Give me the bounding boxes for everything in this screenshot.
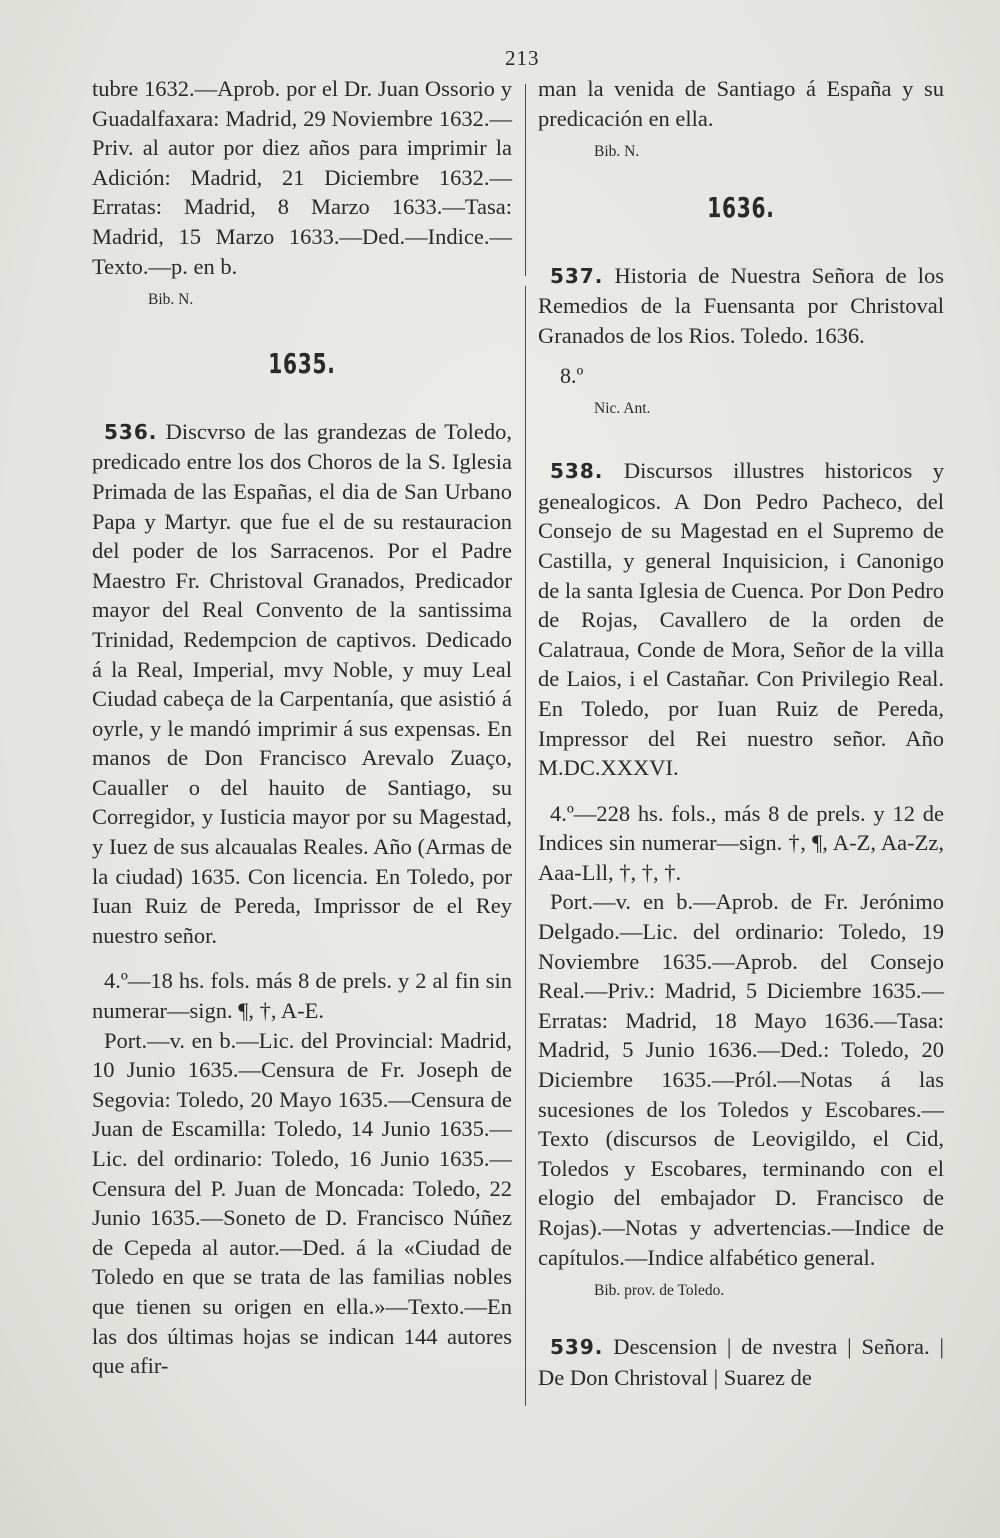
column-divider-main: [525, 286, 526, 1406]
entry-536: [92, 417, 512, 951]
library-reference: Bib. N.: [594, 143, 640, 161]
year-heading-1635: 1635.: [268, 347, 336, 381]
library-reference: Bib. N.: [148, 291, 194, 309]
entry-538-description: Port.—v. en b.—Aprob. de Fr. Jerónimo Delgado.—Lic. del ordinario: Toledo, 19 Noviembre 1635.—Aprob. del Consejo Real.—Priv.: Madrid, 5 Diciembre 1635.—Erratas: Madrid, 18 Mayo 1636.—Tasa: Madrid, 5 Junio 1636.—Ded.: Toledo, 20 Diciembre 1635.—Pról.—Notas á las sucesiones de los Toledos y Escobares.—Texto (discursos de Leovigildo, el Cid, Toledos y Escobares, terminando con el elogio del embajador D. Francisco de Rojas).—Notas y advertencias.—Indice de capítulos.—Indice alfabético general.: [538, 889, 944, 1270]
entry-538-collation: 4.º—228 hs. fols., más 8 de prels. y 12 de Indices sin numerar—sign. †, ¶, A-Z, Aa-Zz, Aaa-Lll, †, †, †.: [538, 800, 944, 885]
entry-539: [538, 1332, 944, 1392]
entry-number: 536.: [104, 419, 158, 444]
entry-number: 538.: [550, 459, 604, 484]
entry-title: Discvrso de las grandezas de Toledo, predicado entre los dos Choros de la S. Iglesia Primada de las Españas, el dia de San Urbano Papa y Martyr. que fue el de su restauracion del poder de los Sarracenos. Por el Padre Maestro Fr. Christoval Granados, Predicador mayor del Real Convento de la santissima Trinidad, Redempcion de captivos. Dedicado á la Real, Imperial, mvy Noble, y muy Leal Ciudad cabeça de la Carpentanía, que asistió á oyrle, y le mandó imprimir á sus expensas. En manos de Don Francisco Arevalo Zuaço, Caualler o del hauito de Santiago, su Corregidor, y Iusticia mayor por su Magestad, y Iuez de sus alcaualas Reales. Año (Armas de la ciudad) 1635. Con licencia. En Toledo, por Iuan Ruiz de Pereda, Imprissor de el Rey nuestro señor.: [92, 418, 512, 948]
entry-title: Descension | de nvestra | Señora. | De Don Christoval | Suarez de: [538, 1334, 944, 1390]
entry-537: [538, 261, 944, 351]
continuation-text: tubre 1632.—Aprob. por el Dr. Juan Ossorio y Guadalfaxara: Madrid, 29 Noviembre 1632.—Priv. al autor por diez años para imprimir la Adición: Madrid, 21 Diciembre 1632.—Erratas: Madrid, 8 Marzo 1633.—Tasa: Madrid, 15 Marzo 1633.—Ded.—Indice.—Texto.—p. en b.: [92, 76, 512, 279]
year-heading-1636: 1636.: [707, 191, 775, 225]
continuation-text: man la venida de Santiago á España y su predicación en ella.: [538, 76, 944, 131]
entry-title: Discursos illustres historicos y genealogicos. A Don Pedro Pacheco, del Consejo de su Magestad en el Supremo de Castilla, y general Inquisicion, i Canonigo de la santa Iglesia de Cuenca. Por Don Pedro de Rojas, Cavallero de la orden de Calatraua, Conde de Mora, Señor de la villa de Laios, i el Castañar. Con Privilegio Real. En Toledo, por Iuan Ruiz de Pereda, Impressor del Rei nuestro señor. Año M.DC.XXXVI.: [538, 458, 945, 781]
entry-536-description: Port.—v. en b.—Lic. del Provincial: Madrid, 10 Junio 1635.—Censura de Fr. Joseph de Segovia: Toledo, 20 Mayo 1635.—Censura de Juan de Escamilla: Toledo, 14 Junio 1635.—Lic. del ordinario: Toledo, 16 Junio 1635.—Censura del P. Juan de Moncada: Toledo, 22 Junio 1635.—Soneto de D. Francisco Núñez de Cepeda al autor.—Ded. á la «Ciudad de Toledo en que se trata de las familias nobles que tienen su origen en ella.»—Texto.—En las dos últimas hojas se indican 144 autores que afir-: [92, 1027, 512, 1379]
entry-536-collation: 4.º—18 hs. fols. más 8 de prels. y 2 al fin sin numerar—sign. ¶, †, A-E.: [92, 968, 512, 1024]
page-number: 213: [505, 46, 540, 70]
entry-title: Historia de Nuestra Señora de los Remedios de la Fuensanta por Christoval Granados de los Rios. Toledo. 1636.: [538, 262, 945, 348]
entry-number: 539.: [550, 1335, 604, 1360]
right-column: [538, 74, 944, 1392]
left-column: [92, 74, 512, 1381]
entry-537-bib: Nic. Ant.: [594, 400, 651, 418]
column-divider-top: [525, 84, 526, 276]
entry-538-bib: Bib. prov. de Toledo.: [594, 1282, 725, 1300]
entry-538: [538, 456, 944, 783]
entry-537-format: 8.º: [560, 362, 584, 388]
entry-number: 537.: [550, 263, 604, 288]
